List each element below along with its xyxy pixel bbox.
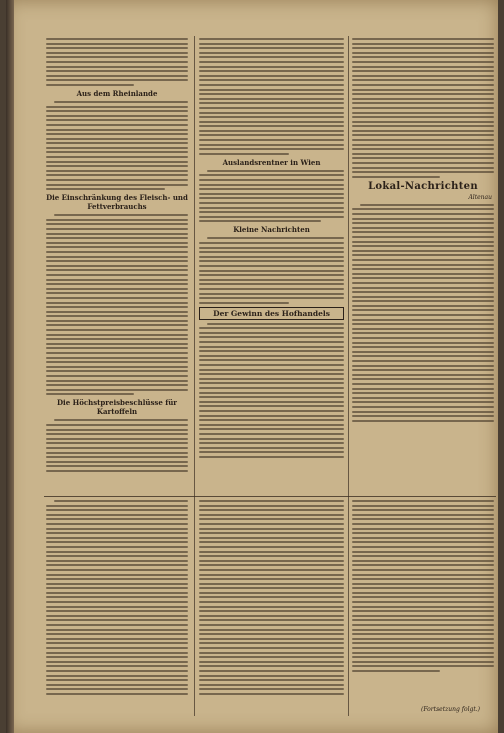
article-text-block	[46, 214, 188, 395]
article-heading: Kleine Nachrichten	[233, 225, 310, 235]
article-text-block	[46, 101, 188, 190]
article-heading: Aus dem Rheinlande	[76, 88, 158, 98]
article-heading: Die Einschränkung des Fleisch- und Fettverbrauchs	[46, 193, 188, 212]
serial-column-3	[352, 500, 494, 715]
article-heading: Auslandsrentner in Wien	[222, 157, 321, 167]
serial-column-2	[199, 500, 344, 715]
serial-text-block	[352, 500, 494, 672]
newspaper-page	[6, 0, 498, 733]
column-rule	[348, 36, 349, 716]
serial-text-block	[46, 500, 188, 695]
article-heading: Die Höchstpreisbeschlüsse für Kartoffeln	[56, 398, 177, 417]
article-text-block	[199, 237, 344, 303]
section-heading: Lokal-Nachrichten	[368, 180, 478, 192]
continued-note: (Fortsetzung folgt.)	[421, 706, 480, 713]
article-text-block	[199, 170, 344, 223]
article-text-block	[199, 323, 344, 458]
section-rule	[44, 496, 496, 497]
article-text-block	[46, 419, 188, 472]
column-rule	[194, 36, 195, 716]
column-3	[352, 38, 494, 493]
serial-text-block	[199, 500, 344, 695]
column-1	[46, 38, 188, 493]
article-text-block	[199, 38, 344, 155]
article-text-block	[352, 204, 494, 422]
article-heading: Der Gewinn des Hofhandels	[199, 307, 344, 320]
serial-column-1	[46, 500, 188, 715]
column-2	[199, 38, 344, 493]
article-text-block	[46, 38, 188, 86]
section-dateline: Altenau	[468, 193, 492, 201]
article-text-block	[352, 38, 494, 178]
page-spine-shadow	[6, 0, 14, 733]
